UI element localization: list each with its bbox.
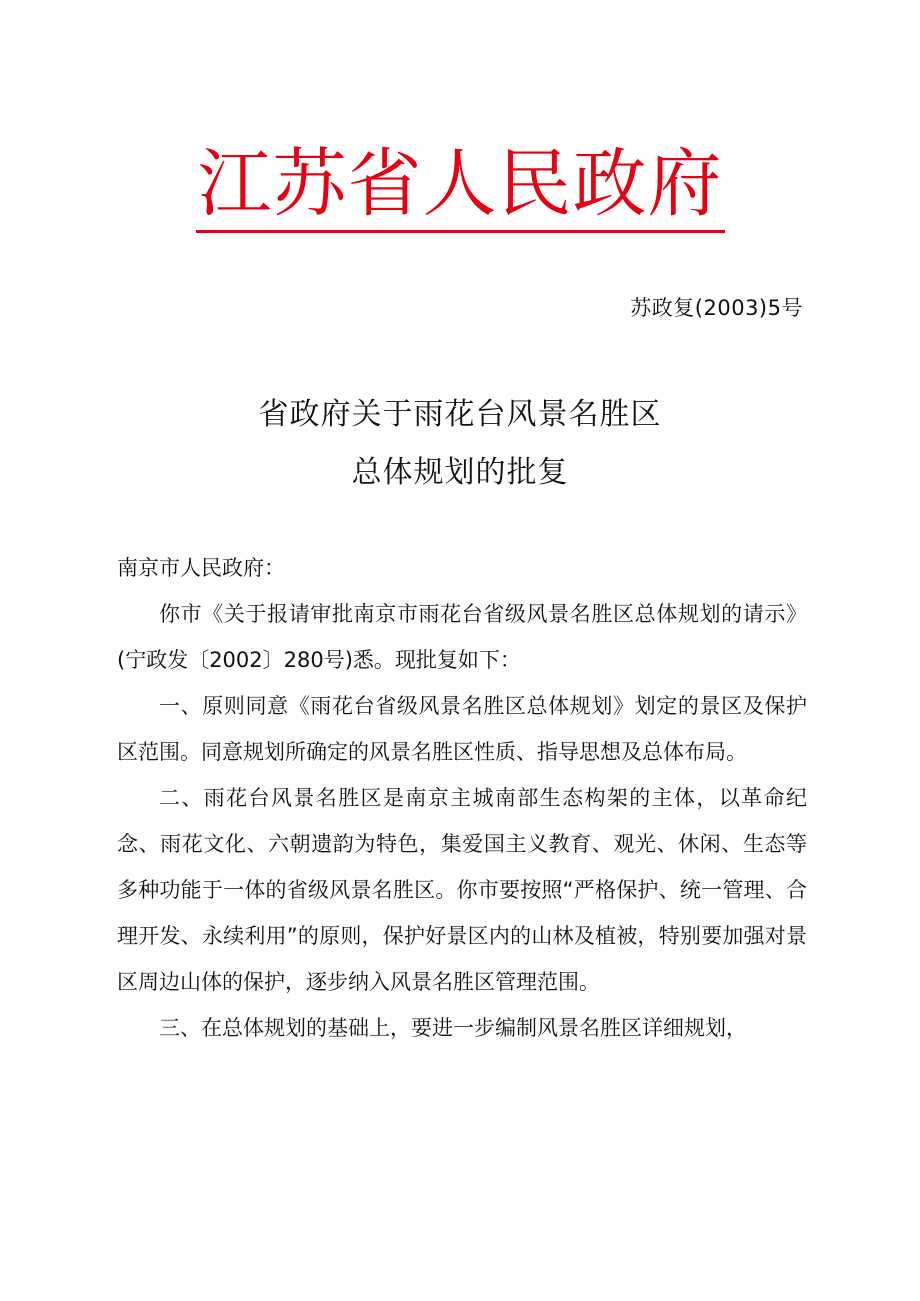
document-title xyxy=(0,386,920,502)
paragraph-item-one: 一、原则同意《雨花台省级风景名胜区总体规划》划定的景区及保护区范围。同意规划所确定的风景名胜区性质、指导思想及总体布局。 xyxy=(117,694,807,764)
paragraph-request-reference: 你市《关于报请审批南京市雨花台省级风景名胜区总体规划的请示》(宁政发〔2002〕280号)悉。现批复如下： xyxy=(117,602,807,672)
paragraph-item-two: 二、雨花台风景名胜区是南京主城南部生态构架的主体，以革命纪念、雨花文化、六朝遗韵为特色，集爱国主义教育、观光、休闲、生态等多种功能于一体的省级风景名胜区。你市要按照“严格保护、统一管理、合理开发、永续利用”的原则，保护好景区内的山林及植被，特别要加强对景区周边山体的保护，逐步纳入风景名胜区管理范围。 xyxy=(117,786,807,994)
document-number: 苏政复(2003)5号 xyxy=(630,296,803,320)
salutation: 南京市人民政府： xyxy=(117,556,285,580)
document-body xyxy=(117,545,807,1051)
paragraph-item-three: 三、在总体规划的基础上，要进一步编制风景名胜区详细规划， xyxy=(159,1016,747,1040)
issuer-masthead-title: 江苏省人民政府 xyxy=(196,138,725,233)
document-title-line-1: 省政府关于雨花台风景名胜区 xyxy=(258,397,662,432)
masthead xyxy=(0,138,920,233)
document-title-line-2: 总体规划的批复 xyxy=(351,455,569,490)
